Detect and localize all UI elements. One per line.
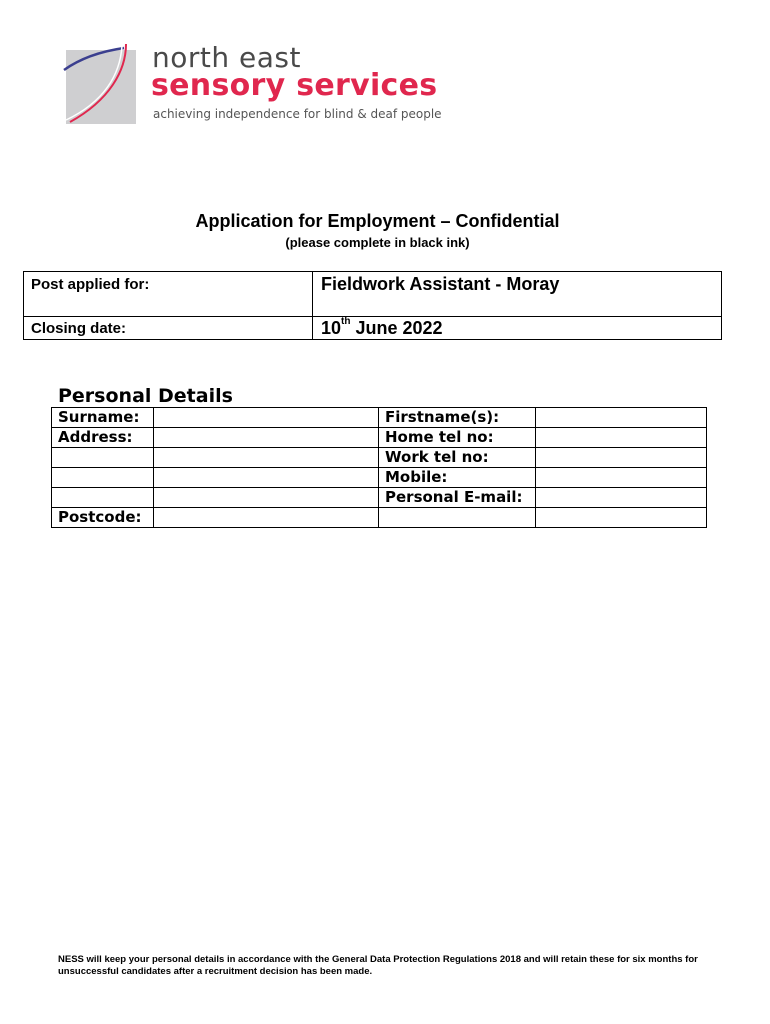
table-row	[52, 428, 707, 448]
field-label	[52, 488, 154, 508]
field-label	[52, 468, 154, 488]
field-label	[379, 508, 536, 528]
field-label: Surname:	[52, 408, 154, 428]
post-table	[23, 271, 722, 340]
page-title: Application for Employment – Confidential	[195, 211, 560, 231]
field-label: Personal E-mail:	[379, 488, 536, 508]
field-input[interactable]	[154, 508, 379, 528]
table-row	[52, 468, 707, 488]
field-label: Address:	[52, 428, 154, 448]
closing-date-value: 10th June 2022	[321, 316, 443, 338]
field-input[interactable]	[536, 448, 707, 468]
field-input[interactable]	[154, 408, 379, 428]
table-row	[52, 508, 707, 528]
personal-details-table	[51, 407, 707, 528]
field-input[interactable]	[154, 428, 379, 448]
closing-date-label: Closing date:	[31, 320, 127, 337]
field-label: Home tel no:	[379, 428, 536, 448]
field-input[interactable]	[154, 468, 379, 488]
logo-wordmark-line2: sensory services	[151, 68, 438, 103]
field-input[interactable]	[536, 508, 707, 528]
logo-wordmark-line1: north east	[152, 41, 301, 74]
field-label	[52, 448, 154, 468]
data-protection-notice: NESS will keep your personal details in accordance with the General Data Protection Regulations 2018 and will retain these for six months for unsuccessful candidates after a recruitment decision has been made.	[58, 954, 698, 977]
field-label: Firstname(s):	[379, 408, 536, 428]
post-applied-label: Post applied for:	[31, 276, 150, 293]
field-input[interactable]	[536, 468, 707, 488]
page-subtitle: (please complete in black ink)	[285, 235, 470, 250]
table-row	[52, 448, 707, 468]
field-input[interactable]	[536, 408, 707, 428]
post-applied-value: Fieldwork Assistant - Moray	[321, 274, 560, 294]
field-input[interactable]	[154, 488, 379, 508]
field-label: Work tel no:	[379, 448, 536, 468]
field-input[interactable]	[536, 428, 707, 448]
field-label: Mobile:	[379, 468, 536, 488]
field-input[interactable]	[154, 448, 379, 468]
table-row	[52, 488, 707, 508]
logo-tagline: achieving independence for blind & deaf people	[153, 107, 442, 121]
logo-swoosh-icon	[60, 40, 150, 130]
field-label: Postcode:	[52, 508, 154, 528]
table-row	[52, 408, 707, 428]
personal-details-heading: Personal Details	[58, 385, 233, 407]
field-input[interactable]	[536, 488, 707, 508]
